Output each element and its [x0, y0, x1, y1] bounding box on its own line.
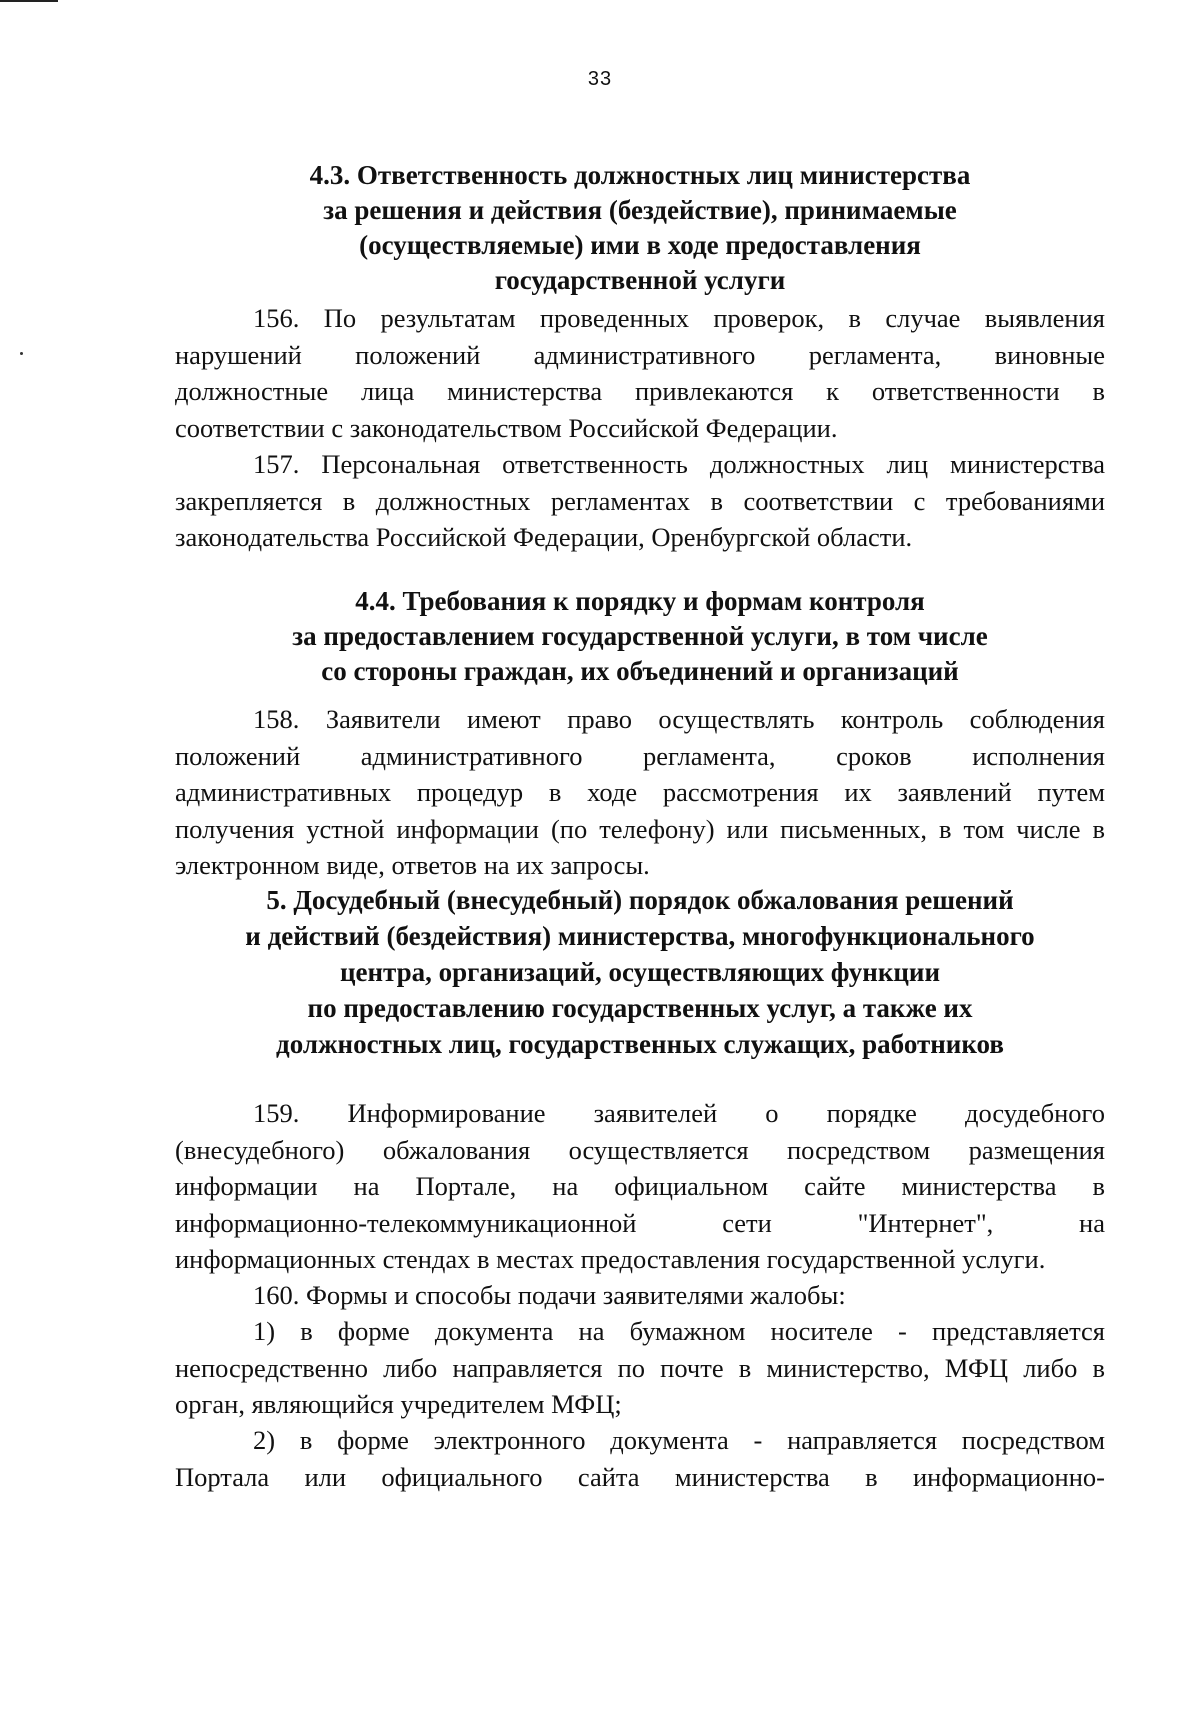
text-line: 158. Заявители имеют право осуществлять контроль соблюдения: [253, 704, 1105, 734]
heading-line: центра, организаций, осуществляющих функции: [339, 957, 941, 987]
text-line: Портала или официального сайта министерства в информационно-: [175, 1461, 1105, 1492]
text-line: закрепляется в должностных регламентах в соответствии с требованиями: [175, 485, 1105, 516]
scan-dot-mark: [20, 352, 23, 355]
scan-corner-mark: [0, 0, 58, 2]
heading-line: и действий (бездействия) министерства, многофункционального: [245, 921, 1035, 951]
heading-line: 4.3. Ответственность должностных лиц министерства: [309, 160, 971, 190]
paragraph-156: [175, 300, 1105, 446]
section-4-4-heading: [175, 584, 1105, 689]
text-line: информационных стендах в местах предоставления государственной услуги.: [175, 1244, 1046, 1274]
text-line: 157. Персональная ответственность должностных лиц министерства: [253, 449, 1105, 479]
paragraph-160: [175, 1277, 1105, 1314]
text-line: информационно-телекоммуникационной сети "Интернет", на: [175, 1207, 1105, 1238]
text-line: законодательства Российской Федерации, Оренбургской области.: [175, 522, 913, 552]
paragraph-159: [175, 1095, 1105, 1278]
heading-line: за решения и действия (бездействие), принимаемые: [323, 195, 957, 225]
text-line: информации на Портале, на официальном сайте министерства в: [175, 1171, 1105, 1201]
text-line: положений административного регламента, сроков исполнения: [175, 740, 1105, 771]
text-line: 159. Информирование заявителей о порядке досудебного: [253, 1098, 1105, 1128]
text-line: (внесудебного) обжалования осуществляется посредством размещения: [175, 1134, 1105, 1165]
text-line: 1) в форме документа на бумажном носителе - представляется: [253, 1316, 1105, 1346]
text-line: соответствии с законодательством Российской Федерации.: [175, 412, 838, 443]
text-line: 160. Формы и способы подачи заявителями жалобы:: [253, 1280, 846, 1310]
paragraph-160-item-1: [175, 1313, 1105, 1423]
text-line: непосредственно либо направляется по почте в министерство, МФЦ либо в: [175, 1352, 1105, 1383]
section-5-heading: [175, 882, 1105, 1062]
heading-line: 4.4. Требования к порядку и формам контроля: [355, 586, 925, 616]
text-line: административных процедур в ходе рассмотрения их заявлений путем: [175, 777, 1105, 807]
paragraph-157: [175, 446, 1105, 556]
heading-line: со стороны граждан, их объединений и организаций: [321, 656, 959, 686]
text-line: электронном виде, ответов на их запросы.: [175, 850, 650, 880]
heading-line: государственной услуги: [494, 265, 786, 295]
paragraph-160-item-2: [175, 1422, 1105, 1495]
text-line: 2) в форме электронного документа - направляется посредством: [253, 1425, 1105, 1455]
page-number: 33: [587, 68, 613, 90]
text-line: 156. По результатам проведенных проверок, в случае выявления: [253, 303, 1105, 333]
heading-line: (осуществляемые) ими в ходе предоставления: [359, 230, 921, 260]
heading-line: за предоставлением государственной услуги, в том числе: [292, 621, 988, 651]
heading-line: 5. Досудебный (внесудебный) порядок обжалования решений: [266, 885, 1014, 915]
text-line: должностные лица министерства привлекаются к ответственности в: [175, 376, 1105, 406]
text-line: орган, являющийся учредителем МФЦ;: [175, 1389, 622, 1419]
heading-line: по предоставлению государственных услуг, а также их: [307, 993, 973, 1023]
heading-line: должностных лиц, государственных служащих, работников: [276, 1029, 1004, 1059]
text-line: нарушений положений административного регламента, виновные: [175, 339, 1105, 370]
section-4-3-heading: [175, 158, 1105, 298]
paragraph-158: [175, 701, 1105, 884]
text-line: получения устной информации (по телефону) или письменных, в том числе в: [175, 813, 1105, 844]
